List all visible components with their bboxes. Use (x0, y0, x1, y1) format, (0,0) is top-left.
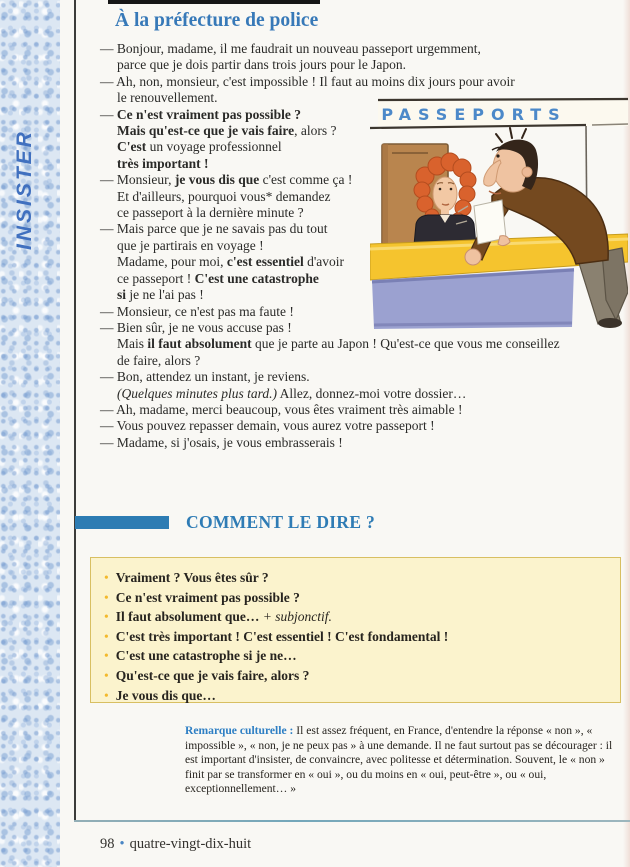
dialogue-line (100, 386, 622, 402)
text-run: Madame, pour moi, (117, 254, 227, 270)
dialogue-line (100, 418, 622, 434)
text-run: , alors ? (294, 123, 337, 139)
scan-artifact (108, 0, 320, 4)
phrase-item (104, 588, 610, 608)
dialogue-line (100, 57, 622, 73)
bullet-icon: • (104, 648, 109, 664)
dialogue-line (100, 402, 622, 418)
text-run: c'est comme ça ! (259, 172, 353, 188)
text-run: le renouvellement. (117, 90, 218, 106)
text-run: c'est essentiel (226, 254, 304, 270)
text-run: si (117, 287, 127, 303)
section-bar (75, 516, 169, 529)
passports-sign (370, 99, 628, 128)
text-run: Qu'est-ce que je vais faire, alors ? (115, 667, 310, 683)
text-run: très important ! (117, 155, 209, 171)
text-run: Et d'ailleurs, pourquoi vous* demandez (117, 188, 331, 204)
text-run: d'avoir (303, 254, 345, 270)
dialogue-dash: — (100, 434, 117, 450)
text-run: (Quelques minutes plus tard.) (117, 385, 277, 401)
text-run: Mais (117, 336, 148, 352)
chapter-side-label: INSISTER (13, 129, 36, 250)
dialogue-dash: — (100, 221, 117, 237)
text-run: Il faut absolument que… (115, 609, 263, 625)
dialogue-line (100, 336, 622, 352)
page-number: 98 (100, 836, 115, 852)
bullet-icon: • (104, 687, 109, 703)
text-run: Monsieur, (116, 172, 175, 188)
passport-office-illustration (370, 92, 628, 332)
text-run: Ah, non, monsieur, c'est impossible ! Il faut au moins dix jours pour avoir (116, 73, 515, 89)
phrases-list (104, 568, 610, 705)
dialogue-line (100, 74, 622, 90)
phrase-item (104, 646, 610, 666)
vertical-rule (74, 0, 76, 821)
phrase-item (104, 627, 610, 647)
clerk-woman (414, 153, 476, 245)
dialogue-dash: — (100, 303, 117, 319)
phrase-item (104, 568, 610, 588)
text-run: je ne l'ai pas ! (126, 287, 204, 303)
text-run: C'est (117, 139, 147, 155)
text-run: Bien sûr, je ne vous accuse pas ! (116, 319, 292, 335)
comment-le-dire-header (75, 512, 375, 533)
cultural-remark (185, 724, 622, 797)
bullet-icon: • (104, 589, 109, 605)
dialogue-dash: — (100, 106, 117, 122)
footer-rule (74, 820, 630, 822)
dialogue-dash: — (100, 418, 117, 434)
bullet-icon: • (104, 667, 109, 683)
dialogue-line (100, 435, 622, 451)
text-run: Ce n'est vraiment pas possible ? (115, 589, 300, 605)
text-run: C'est très important ! C'est essentiel ! C'est fondamental ! (115, 628, 449, 644)
text-run: Vous pouvez repasser demain, vous aurez votre passeport ! (116, 418, 435, 434)
dialogue-dash: — (100, 401, 117, 417)
text-run: Monsieur, ce n'est pas ma faute ! (116, 303, 294, 319)
text-run: que je parte au Japon ! Qu'est-ce que vous me conseillez (251, 336, 560, 352)
text-run: Allez, donnez-moi votre dossier… (276, 385, 467, 401)
phrases-box (90, 557, 621, 703)
text-run: Mais qu'est-ce que je vais faire (117, 123, 295, 139)
text-run: Vraiment ? Vous êtes sûr ? (115, 570, 269, 585)
dialogue-line (100, 369, 622, 385)
dialogue-dash: — (100, 172, 117, 188)
section-heading: COMMENT LE DIRE ? (186, 512, 376, 532)
bullet-icon: • (104, 609, 109, 625)
remark-label: Remarque culturelle : (185, 724, 294, 737)
footer-bullet-icon: • (119, 836, 125, 852)
bullet-icon: • (104, 570, 109, 585)
text-run: je vous dis que (174, 172, 260, 188)
text-run: C'est une catastrophe si je ne… (115, 648, 297, 664)
page-footer (100, 836, 251, 853)
remark-text: Il est assez fréquent, en France, d'entendre la réponse « non », « impossible », « non, je ne peux pas » à une demande. Il ne faut surtout pas se décourager : il est important d'insister, de convaincre, avec politesse et détermination. Souvent, le « non » finit par se transformer en « oui », ou du moins en « oui, peut-être », ou « oui, exceptionnellement… » (185, 724, 613, 796)
text-run: Bon, attendez un instant, je reviens. (116, 369, 310, 385)
bullet-icon: • (104, 628, 109, 644)
dialogue-dash: — (100, 369, 117, 385)
page-title: À la préfecture de police (115, 10, 319, 31)
dialogue-line (100, 41, 622, 57)
phrase-item (104, 686, 610, 706)
dialogue-dash: — (100, 319, 117, 335)
text-run: de faire, alors ? (117, 352, 201, 368)
text-run: Madame, si j'osais, je vous embrasserais ! (116, 434, 343, 450)
text-run: Ah, madame, merci beaucoup, vous êtes vraiment très aimable ! (116, 401, 463, 417)
dialogue-dash: — (100, 73, 117, 89)
phrase-item (104, 607, 610, 627)
text-run: ce passeport à la dernière minute ? (117, 205, 304, 221)
passports-sign-text: PASSEPORTS (381, 105, 567, 124)
text-run: ce passeport ! (117, 270, 195, 286)
text-run: C'est une catastrophe (194, 270, 319, 286)
page-number-words: quatre-vingt-dix-huit (129, 836, 252, 852)
dialogue-dash: — (100, 41, 117, 56)
text-run: Mais parce que je ne savais pas du tout (116, 221, 328, 237)
text-run: il faut absolument (147, 336, 252, 352)
text-run: Ce n'est vraiment pas possible ? (116, 106, 302, 122)
text-run: parce que je dois partir dans trois jours pour le Japon. (117, 57, 407, 73)
dialogue-line (100, 353, 622, 369)
text-run: Bonjour, madame, il me faudrait un nouveau passeport urgemment, (116, 41, 481, 56)
text-run: que je partirais en voyage ! (117, 237, 264, 253)
text-run: un voyage professionnel (146, 139, 282, 155)
phrase-item (104, 666, 610, 686)
text-run: + subjonctif. (262, 609, 332, 625)
text-run: Je vous dis que… (115, 687, 216, 703)
